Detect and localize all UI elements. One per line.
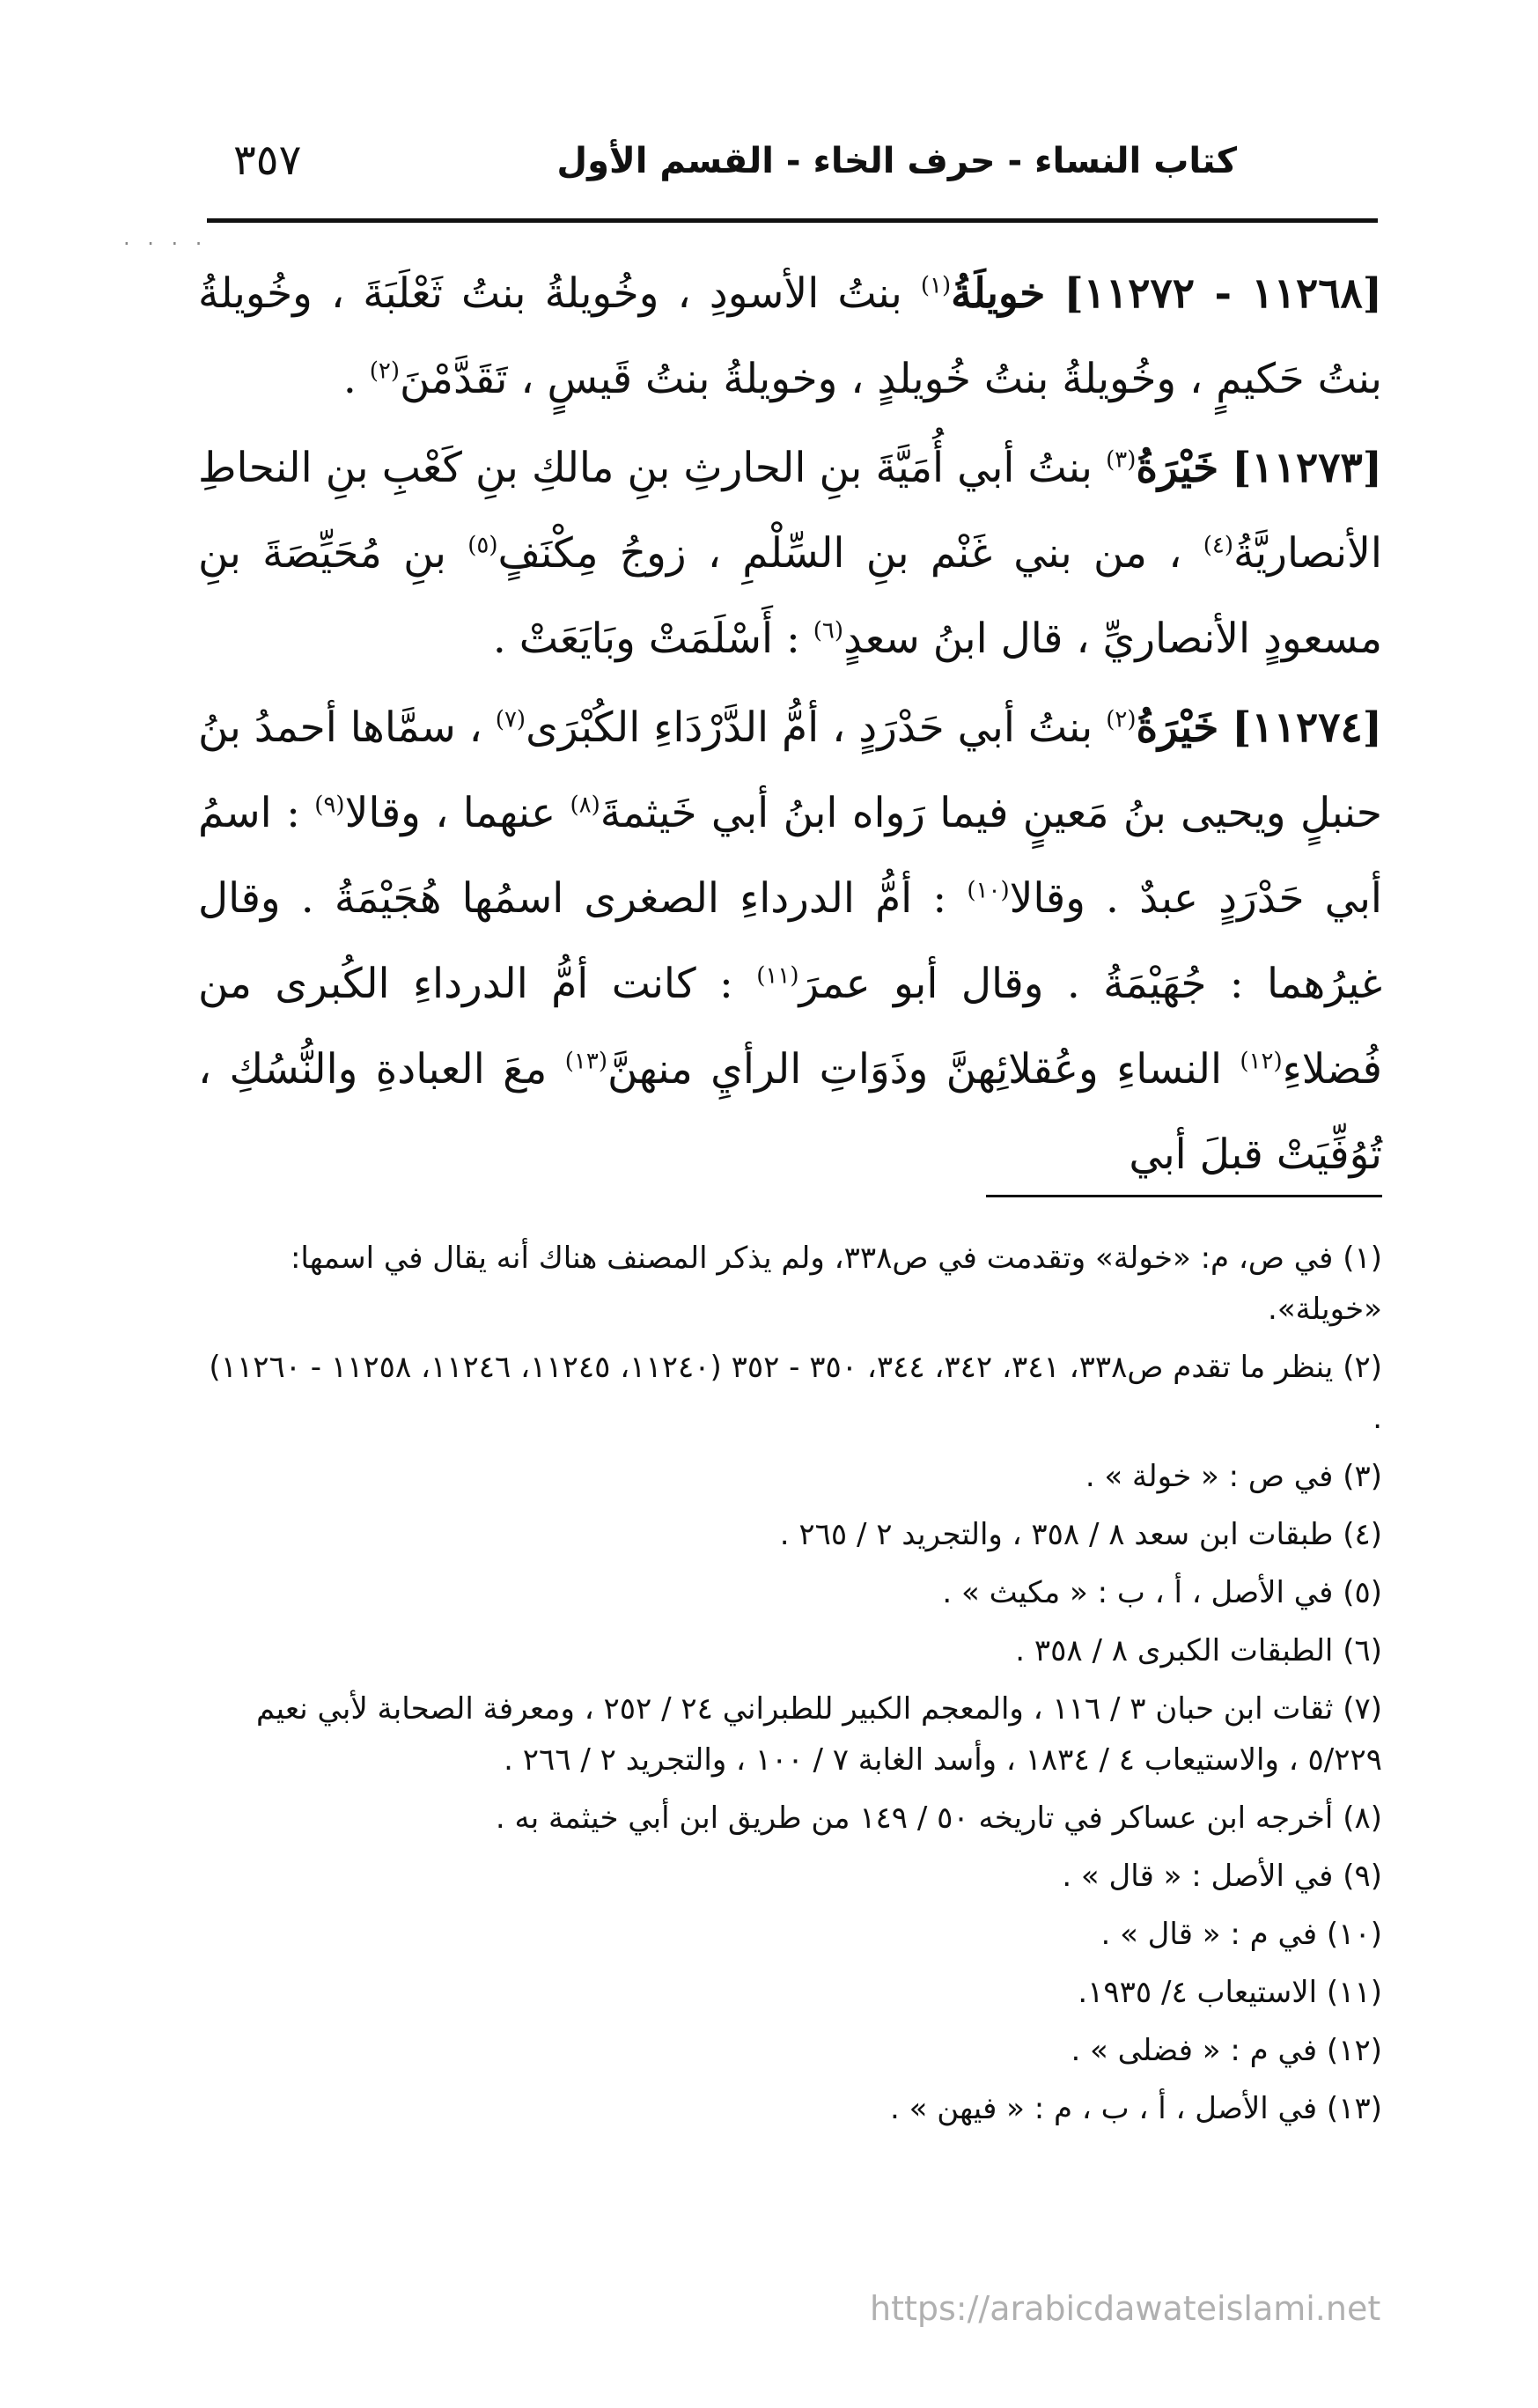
entry-text: . bbox=[342, 355, 357, 403]
entry-text: عنهما ، وقالا bbox=[344, 789, 556, 837]
entry-text: : أَسْلَمَتْ وبَايَعَتْ . bbox=[492, 615, 800, 663]
footnote-4: (٤) طبقات ابن سعد ٨ / ٣٥٨ ، والتجريد ٢ / ٢٦٥ . bbox=[779, 1517, 1382, 1552]
footnote-ref: (٤) bbox=[1203, 532, 1233, 559]
entry-text: بنتُ أبي أُمَيَّةَ بنِ الحارثِ بنِ مالكِ بنِ كَعْبِ بنِ النحاطِ الأنصاريَّةُ bbox=[198, 444, 1382, 578]
footnote-11: (١١) الاستيعاب ٤/ ١٩٣٥. bbox=[1078, 1975, 1382, 2010]
footnote-ref: (١٣) bbox=[564, 1048, 607, 1075]
entry-name: خَيْرَةُ bbox=[1136, 444, 1219, 492]
entry-11268 bbox=[198, 251, 1382, 422]
running-title: كتاب النساء - حرف الخاء - القسم الأول bbox=[556, 141, 1237, 181]
entry-11273 bbox=[198, 425, 1382, 681]
footnote-2: (٢) ينظر ما تقدم ص٣٣٨، ٣٤١، ٣٤٢، ٣٤٤، ٣٥٠ - ٣٥٢ (١١٢٤٠، ١١٢٤٥، ١١٢٤٦، ١١٢٥٨ - ١١٢٦٠) . bbox=[209, 1350, 1382, 1436]
footnote-divider bbox=[986, 1195, 1382, 1197]
footnote-6: (٦) الطبقات الكبرى ٨ / ٣٥٨ . bbox=[1015, 1633, 1382, 1668]
footnote-ref: (١٢) bbox=[1240, 1048, 1283, 1075]
footnote-9: (٩) في الأصل : « قال » . bbox=[1062, 1859, 1382, 1894]
footnote-ref: (٦) bbox=[813, 617, 844, 644]
footnote-ref: (١١) bbox=[756, 962, 799, 990]
footnote-ref: (٨) bbox=[570, 792, 600, 819]
footnote-13: (١٣) في الأصل ، أ ، ب ، م : « فيهن » . bbox=[890, 2091, 1382, 2126]
main-text bbox=[198, 251, 1382, 1201]
entry-name: خويلَةُ bbox=[951, 269, 1046, 318]
footnote-ref: (٢) bbox=[1106, 706, 1137, 733]
entry-text: وخُويلةُ بنتُ حَكيمٍ ، وخُويلةُ بنتُ خُويلدٍ ، وخويلةُ بنتُ قَيسٍ ، تَقَدَّمْنَ bbox=[198, 269, 1382, 403]
footnote-ref: (٧) bbox=[495, 706, 526, 733]
page-number: ٣٥٧ bbox=[233, 136, 302, 185]
entry-text: ، من بني غَنْم بنِ السِّلْمِ ، زوجُ مِكْنَفٍ bbox=[497, 529, 1182, 578]
page-header bbox=[207, 136, 1378, 203]
margin-dots: . . . . bbox=[123, 225, 208, 250]
footnote-ref: (٢) bbox=[369, 357, 400, 385]
footnote-ref: (٥) bbox=[467, 532, 498, 559]
entry-text: النساءِ وعُقلائِهنَّ وذَوَاتِ الرأيِ منهنَّ bbox=[607, 1045, 1223, 1094]
footnote-ref: (٣) bbox=[1106, 446, 1137, 474]
entry-text: : كانت أمُّ الدرداءِ الكُبرى من فُضلاءِ bbox=[198, 960, 1383, 1094]
entry-text: : اسمُ أبي حَدْرَدٍ عبدٌ . وقالا bbox=[198, 789, 1382, 923]
footnote-10: (١٠) في م : « قال » . bbox=[1100, 1917, 1382, 1952]
footnotes bbox=[198, 1233, 1382, 2141]
entry-number: [١١٢٦٨ - ١١٢٧٢] bbox=[1063, 269, 1382, 318]
entry-text: بنِ مُحَيِّصَةَ بنِ مسعودٍ الأنصاريِّ ، قال ابنُ سعدٍ bbox=[198, 529, 1382, 663]
footnote-7: (٧) ثقات ابن حبان ٣ / ١١٦ ، والمعجم الكبير للطبراني ٢٤ / ٢٥٢ ، ومعرفة الصحابة لأبي نعيم ٥/٢٢٩ ، والاستيعاب ٤ / ١٨٣٤ ، وأسد الغابة ٧ / ١٠٠ ، والتجريد ٢ / ٢٦٦ . bbox=[255, 1691, 1382, 1778]
entry-number: [١١٢٧٤] bbox=[1232, 703, 1382, 752]
footnote-8: (٨) أخرجه ابن عساكر في تاريخه ٥٠ / ١٤٩ من طريق ابن أبي خيثمة به . bbox=[495, 1800, 1382, 1836]
entry-text: : أمُّ الدرداءِ الصغرى اسمُها هُجَيْمَةُ . وقال غيرُهما : جُهَيْمَةُ . وقال أبو عمرَ bbox=[198, 874, 1382, 1008]
header-divider bbox=[207, 218, 1378, 223]
entry-text: معَ العبادةِ والنُّسُكِ ، تُوُفِّيَتْ قبلَ أبي bbox=[198, 1045, 1382, 1179]
entry-text: ، سمَّاها أحمدُ بنُ حنبلٍ ويحيى بنُ مَعينٍ فيما رَواه ابنُ أبي خَيثمةَ bbox=[198, 703, 1382, 837]
footnote-ref: (١) bbox=[920, 272, 952, 299]
entry-text: بنتُ الأسودِ ، وخُويلةُ بنتُ ثَعْلَبَةَ ، bbox=[330, 269, 902, 318]
footnote-3: (٣) في ص : « خولة » . bbox=[1085, 1459, 1382, 1494]
footnote-5: (٥) في الأصل ، أ ، ب : « مكيث » . bbox=[942, 1575, 1382, 1610]
footnote-1: (١) في ص، م: «خولة» وتقدمت في ص٣٣٨، ولم يذكر المصنف هناك أنه يقال في اسمها: «خويلة». bbox=[290, 1241, 1382, 1327]
entry-name: خَيْرَةُ bbox=[1136, 703, 1219, 752]
footnote-12: (١٢) في م : « فضلى » . bbox=[1071, 2033, 1382, 2068]
entry-11274 bbox=[198, 685, 1382, 1197]
footnote-ref: (١٠) bbox=[967, 877, 1010, 904]
watermark-url: https://arabicdawateislami.net bbox=[870, 2289, 1381, 2328]
footnote-ref: (٩) bbox=[314, 792, 345, 819]
entry-number: [١١٢٧٣] bbox=[1232, 444, 1382, 492]
entry-text: بنتُ أبي حَدْرَدٍ ، أمُّ الدَّرْدَاءِ الكُبْرَى bbox=[526, 703, 1093, 752]
